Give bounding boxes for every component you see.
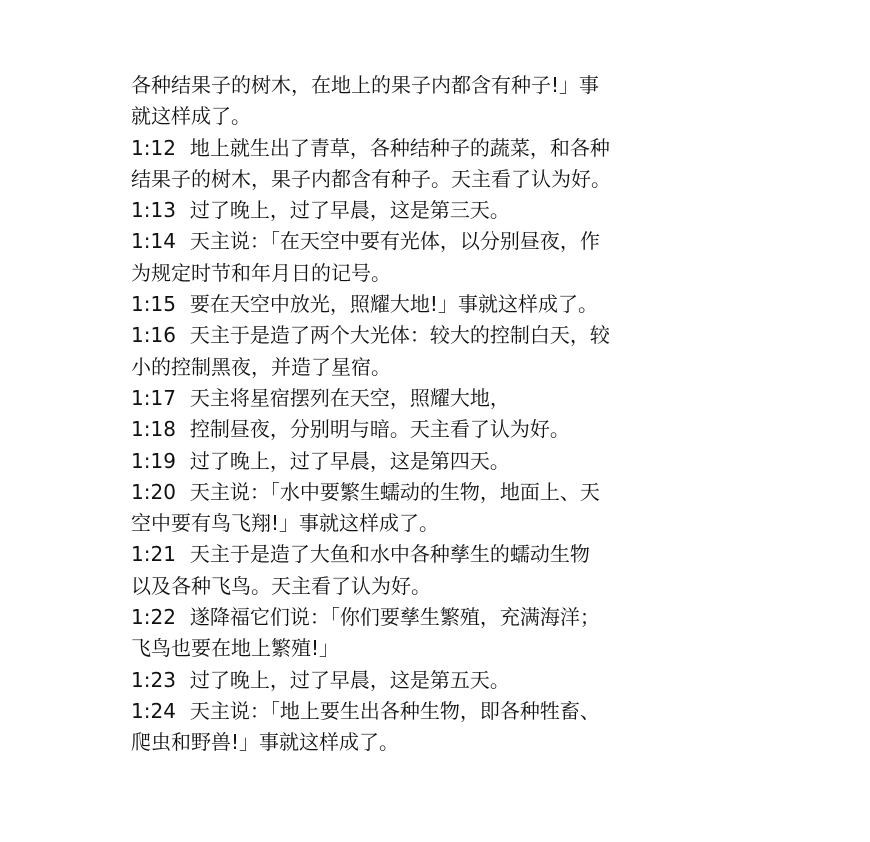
- verse-text: 爬虫和野兽!」事就这样成了。: [131, 730, 400, 755]
- text-line: [131, 383, 771, 414]
- verse-text: 天主说：「地上要生出各种生物，即各种牲畜、: [189, 698, 600, 723]
- text-line: [131, 571, 771, 602]
- verse-number: 1:14: [131, 229, 176, 254]
- verse-text: 结果子的树木，果子内都含有种子。天主看了认为好。: [131, 166, 611, 191]
- text-line: [131, 508, 771, 539]
- verse-text: 要在天空中放光，照耀大地!」事就这样成了。: [189, 292, 598, 317]
- text-line: [131, 352, 771, 383]
- verse-number: 1:20: [131, 479, 176, 504]
- text-line: [131, 164, 771, 195]
- verse-text: 飞鸟也要在地上繁殖!」: [131, 636, 340, 661]
- scripture-text: [131, 70, 771, 759]
- verse-number: 1:22: [131, 605, 176, 630]
- verse-text: 就这样成了。: [131, 104, 251, 129]
- text-line: [131, 727, 771, 758]
- text-line: [131, 633, 771, 664]
- verse-text: 天主将星宿摆列在天空，照耀大地，: [189, 385, 510, 410]
- text-line: [131, 133, 771, 164]
- text-line: [131, 195, 771, 226]
- text-line: [131, 101, 771, 132]
- verse-number: 1:18: [131, 417, 176, 442]
- text-line: [131, 289, 771, 320]
- text-line: [131, 414, 771, 445]
- verse-number: 1:12: [131, 135, 176, 160]
- text-line: [131, 320, 771, 351]
- text-line: [131, 226, 771, 257]
- text-line: [131, 70, 771, 101]
- verse-text: 为规定时节和年月日的记号。: [131, 260, 391, 285]
- verse-number: 1:15: [131, 292, 176, 317]
- verse-text: 地上就生出了青草，各种结种子的蔬菜，和各种: [189, 135, 610, 160]
- verse-text: 控制昼夜，分别明与暗。天主看了认为好。: [189, 417, 570, 442]
- verse-number: 1:19: [131, 448, 176, 473]
- text-line: [131, 539, 771, 570]
- verse-text: 以及各种飞鸟。天主看了认为好。: [131, 573, 431, 598]
- text-line: [131, 477, 771, 508]
- verse-text: 遂降福它们说：「你们要孳生繁殖，充满海洋；: [189, 605, 600, 630]
- verse-number: 1:21: [131, 542, 176, 567]
- verse-text: 小的控制黑夜，并造了星宿。: [131, 354, 391, 379]
- verse-number: 1:23: [131, 667, 176, 692]
- text-line: [131, 696, 771, 727]
- verse-number: 1:16: [131, 323, 176, 348]
- verse-number: 1:13: [131, 198, 176, 223]
- verse-text: 过了晚上，过了早晨，这是第三天。: [189, 198, 510, 223]
- text-line: [131, 258, 771, 289]
- verse-text: 空中要有鸟飞翔!」事就这样成了。: [131, 511, 440, 536]
- verse-text: 过了晚上，过了早晨，这是第五天。: [189, 667, 510, 692]
- verse-text: 各种结果子的树木，在地上的果子内都含有种子!」事: [131, 73, 600, 97]
- text-line: [131, 602, 771, 633]
- verse-text: 天主于是造了大鱼和水中各种孳生的蠕动生物: [189, 542, 590, 567]
- text-line: [131, 665, 771, 696]
- verse-number: 1:24: [131, 698, 176, 723]
- verse-text: 过了晚上，过了早晨，这是第四天。: [189, 448, 510, 473]
- verse-number: 1:17: [131, 385, 176, 410]
- text-line: [131, 446, 771, 477]
- verse-text: 天主说：「在天空中要有光体，以分别昼夜，作: [189, 229, 600, 254]
- verse-text: 天主于是造了两个大光体：较大的控制白天，较: [189, 323, 610, 348]
- verse-text: 天主说：「水中要繁生蠕动的生物，地面上、天: [189, 479, 600, 504]
